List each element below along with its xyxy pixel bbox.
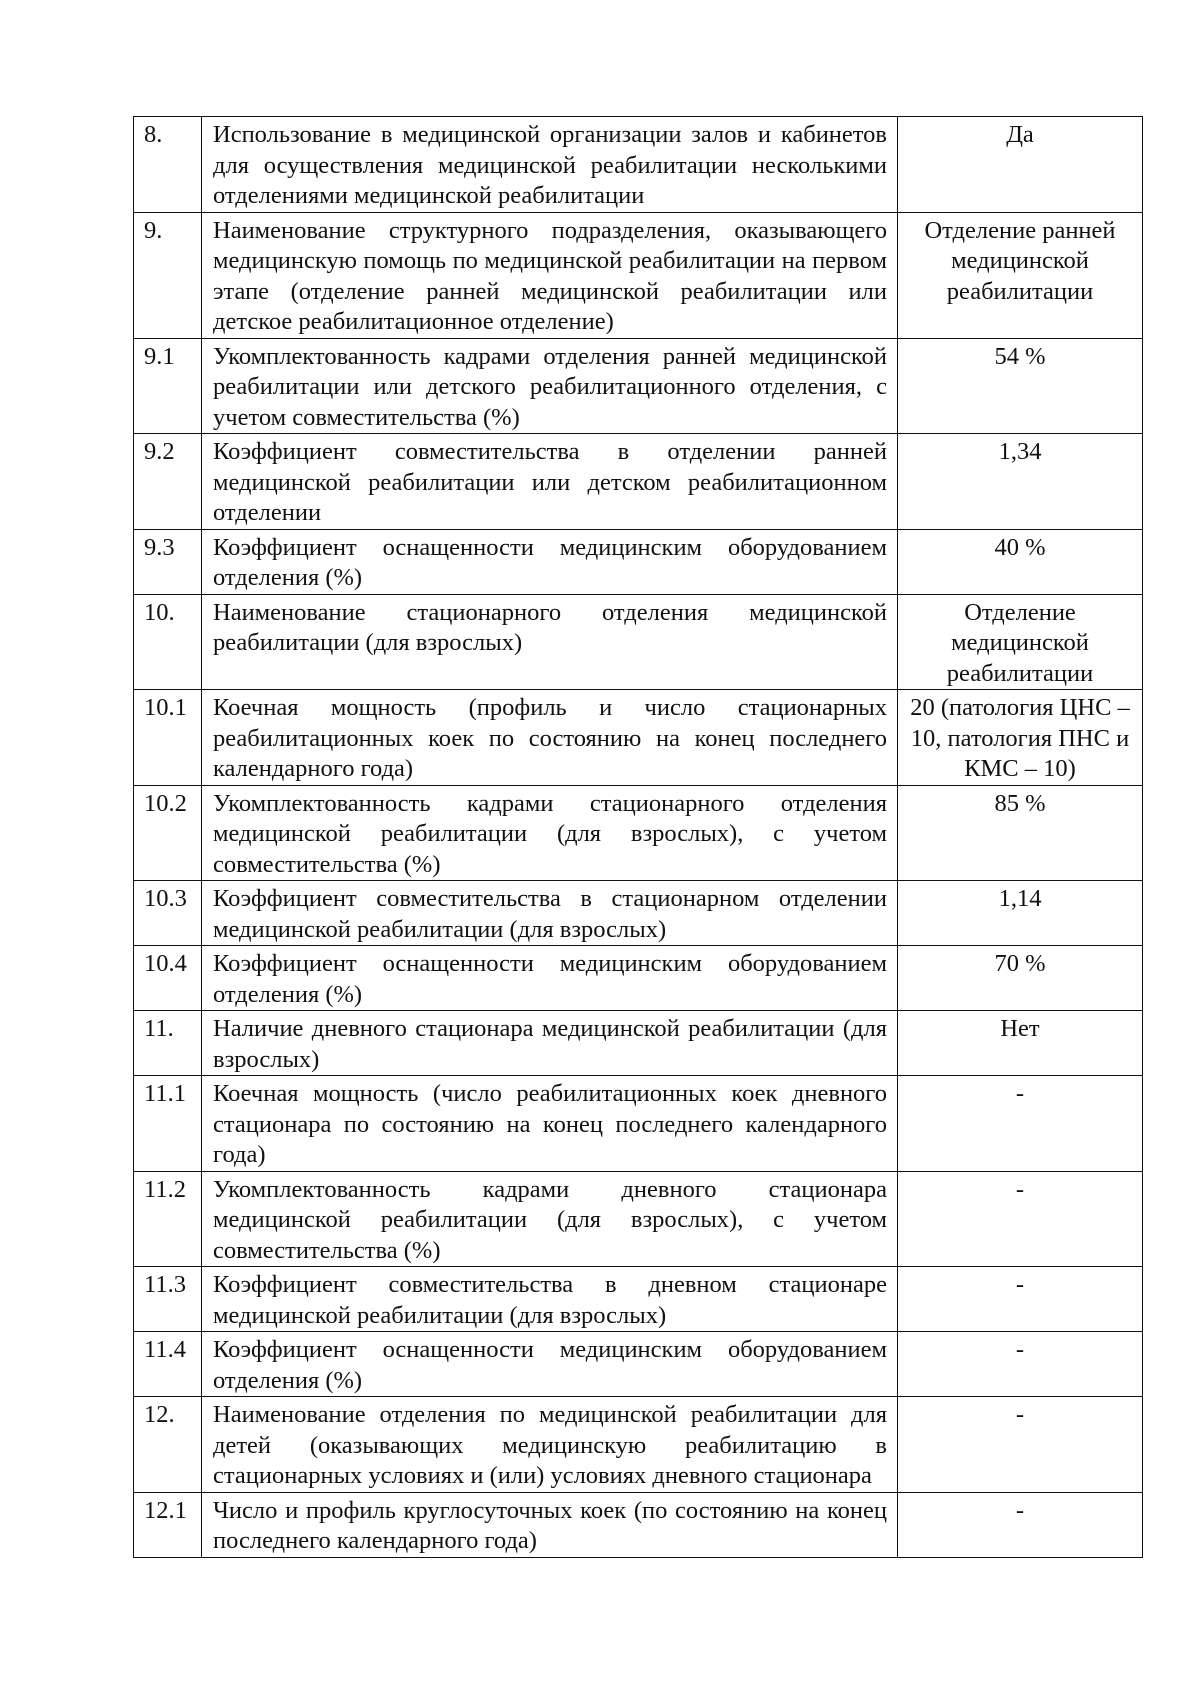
table-row: [134, 1076, 1143, 1172]
row-number: 11.: [134, 1011, 202, 1076]
row-description: Наименование структурного подразделения, оказывающего медицинскую помощь по медицинской реабилитации на первом этапе (отделение ранней медицинской реабилитации или детское реабилитационное отделение): [202, 212, 898, 338]
row-description: Коэффициент оснащенности медицинским оборудованием отделения (%): [202, 946, 898, 1011]
row-description: Укомплектованность кадрами дневного стационара медицинской реабилитации (для взрослых), с учетом совместительства (%): [202, 1171, 898, 1267]
table-row: [134, 690, 1143, 786]
table-row: [134, 1332, 1143, 1397]
row-number: 10.: [134, 594, 202, 690]
row-description: Коэффициент совместительства в отделении ранней медицинской реабилитации или детском реабилитационном отделении: [202, 434, 898, 530]
row-description: Наименование отделения по медицинской реабилитации для детей (оказывающих медицинскую реабилитацию в стационарных условиях и (или) условиях дневного стационара: [202, 1397, 898, 1493]
row-description: Использование в медицинской организации залов и кабинетов для осуществления медицинской реабилитации несколькими отделениями медицинской реабилитации: [202, 117, 898, 213]
row-value: -: [898, 1397, 1143, 1493]
table-body: [134, 117, 1143, 1558]
row-number: 12.1: [134, 1492, 202, 1557]
row-value: -: [898, 1332, 1143, 1397]
row-value: 85 %: [898, 785, 1143, 881]
table-row: [134, 1011, 1143, 1076]
row-value: 1,14: [898, 881, 1143, 946]
row-description: Число и профиль круглосуточных коек (по состоянию на конец последнего календарного года): [202, 1492, 898, 1557]
row-number: 11.4: [134, 1332, 202, 1397]
row-number: 9.2: [134, 434, 202, 530]
row-description: Наименование стационарного отделения медицинской реабилитации (для взрослых): [202, 594, 898, 690]
row-number: 11.2: [134, 1171, 202, 1267]
row-description: Коечная мощность (число реабилитационных коек дневного стационара по состоянию на конец последнего календарного года): [202, 1076, 898, 1172]
row-description: Укомплектованность кадрами отделения ранней медицинской реабилитации или детского реабилитационного отделения, с учетом совместительства (%): [202, 338, 898, 434]
row-value: -: [898, 1171, 1143, 1267]
table-row: [134, 434, 1143, 530]
row-number: 10.2: [134, 785, 202, 881]
row-number: 11.3: [134, 1267, 202, 1332]
row-value: -: [898, 1076, 1143, 1172]
row-number: 10.4: [134, 946, 202, 1011]
row-number: 10.3: [134, 881, 202, 946]
table-row: [134, 1492, 1143, 1557]
row-value: 20 (патология ЦНС – 10, патология ПНС и КМС – 10): [898, 690, 1143, 786]
table-row: [134, 594, 1143, 690]
row-description: Коэффициент оснащенности медицинским оборудованием отделения (%): [202, 529, 898, 594]
row-description: Укомплектованность кадрами стационарного отделения медицинской реабилитации (для взрослых), с учетом совместительства (%): [202, 785, 898, 881]
row-number: 8.: [134, 117, 202, 213]
row-value: 70 %: [898, 946, 1143, 1011]
table-row: [134, 117, 1143, 213]
table-row: [134, 881, 1143, 946]
row-value: Нет: [898, 1011, 1143, 1076]
table-row: [134, 946, 1143, 1011]
row-description: Коэффициент совместительства в дневном стационаре медицинской реабилитации (для взрослых): [202, 1267, 898, 1332]
row-number: 11.1: [134, 1076, 202, 1172]
row-description: Наличие дневного стационара медицинской реабилитации (для взрослых): [202, 1011, 898, 1076]
table-row: [134, 1171, 1143, 1267]
row-number: 9.: [134, 212, 202, 338]
row-description: Коэффициент оснащенности медицинским оборудованием отделения (%): [202, 1332, 898, 1397]
table-row: [134, 785, 1143, 881]
row-value: 40 %: [898, 529, 1143, 594]
row-value: Да: [898, 117, 1143, 213]
table-row: [134, 338, 1143, 434]
table-row: [134, 1267, 1143, 1332]
table-row: [134, 1397, 1143, 1493]
indicators-table: [133, 116, 1143, 1558]
row-number: 10.1: [134, 690, 202, 786]
table-row: [134, 529, 1143, 594]
row-value: -: [898, 1492, 1143, 1557]
row-value: 54 %: [898, 338, 1143, 434]
row-number: 9.3: [134, 529, 202, 594]
row-value: -: [898, 1267, 1143, 1332]
row-value: Отделение медицинской реабилитации: [898, 594, 1143, 690]
row-value: Отделение ранней медицинской реабилитации: [898, 212, 1143, 338]
table-row: [134, 212, 1143, 338]
row-description: Коечная мощность (профиль и число стационарных реабилитационных коек по состоянию на конец последнего календарного года): [202, 690, 898, 786]
row-value: 1,34: [898, 434, 1143, 530]
row-description: Коэффициент совместительства в стационарном отделении медицинской реабилитации (для взрослых): [202, 881, 898, 946]
row-number: 9.1: [134, 338, 202, 434]
row-number: 12.: [134, 1397, 202, 1493]
